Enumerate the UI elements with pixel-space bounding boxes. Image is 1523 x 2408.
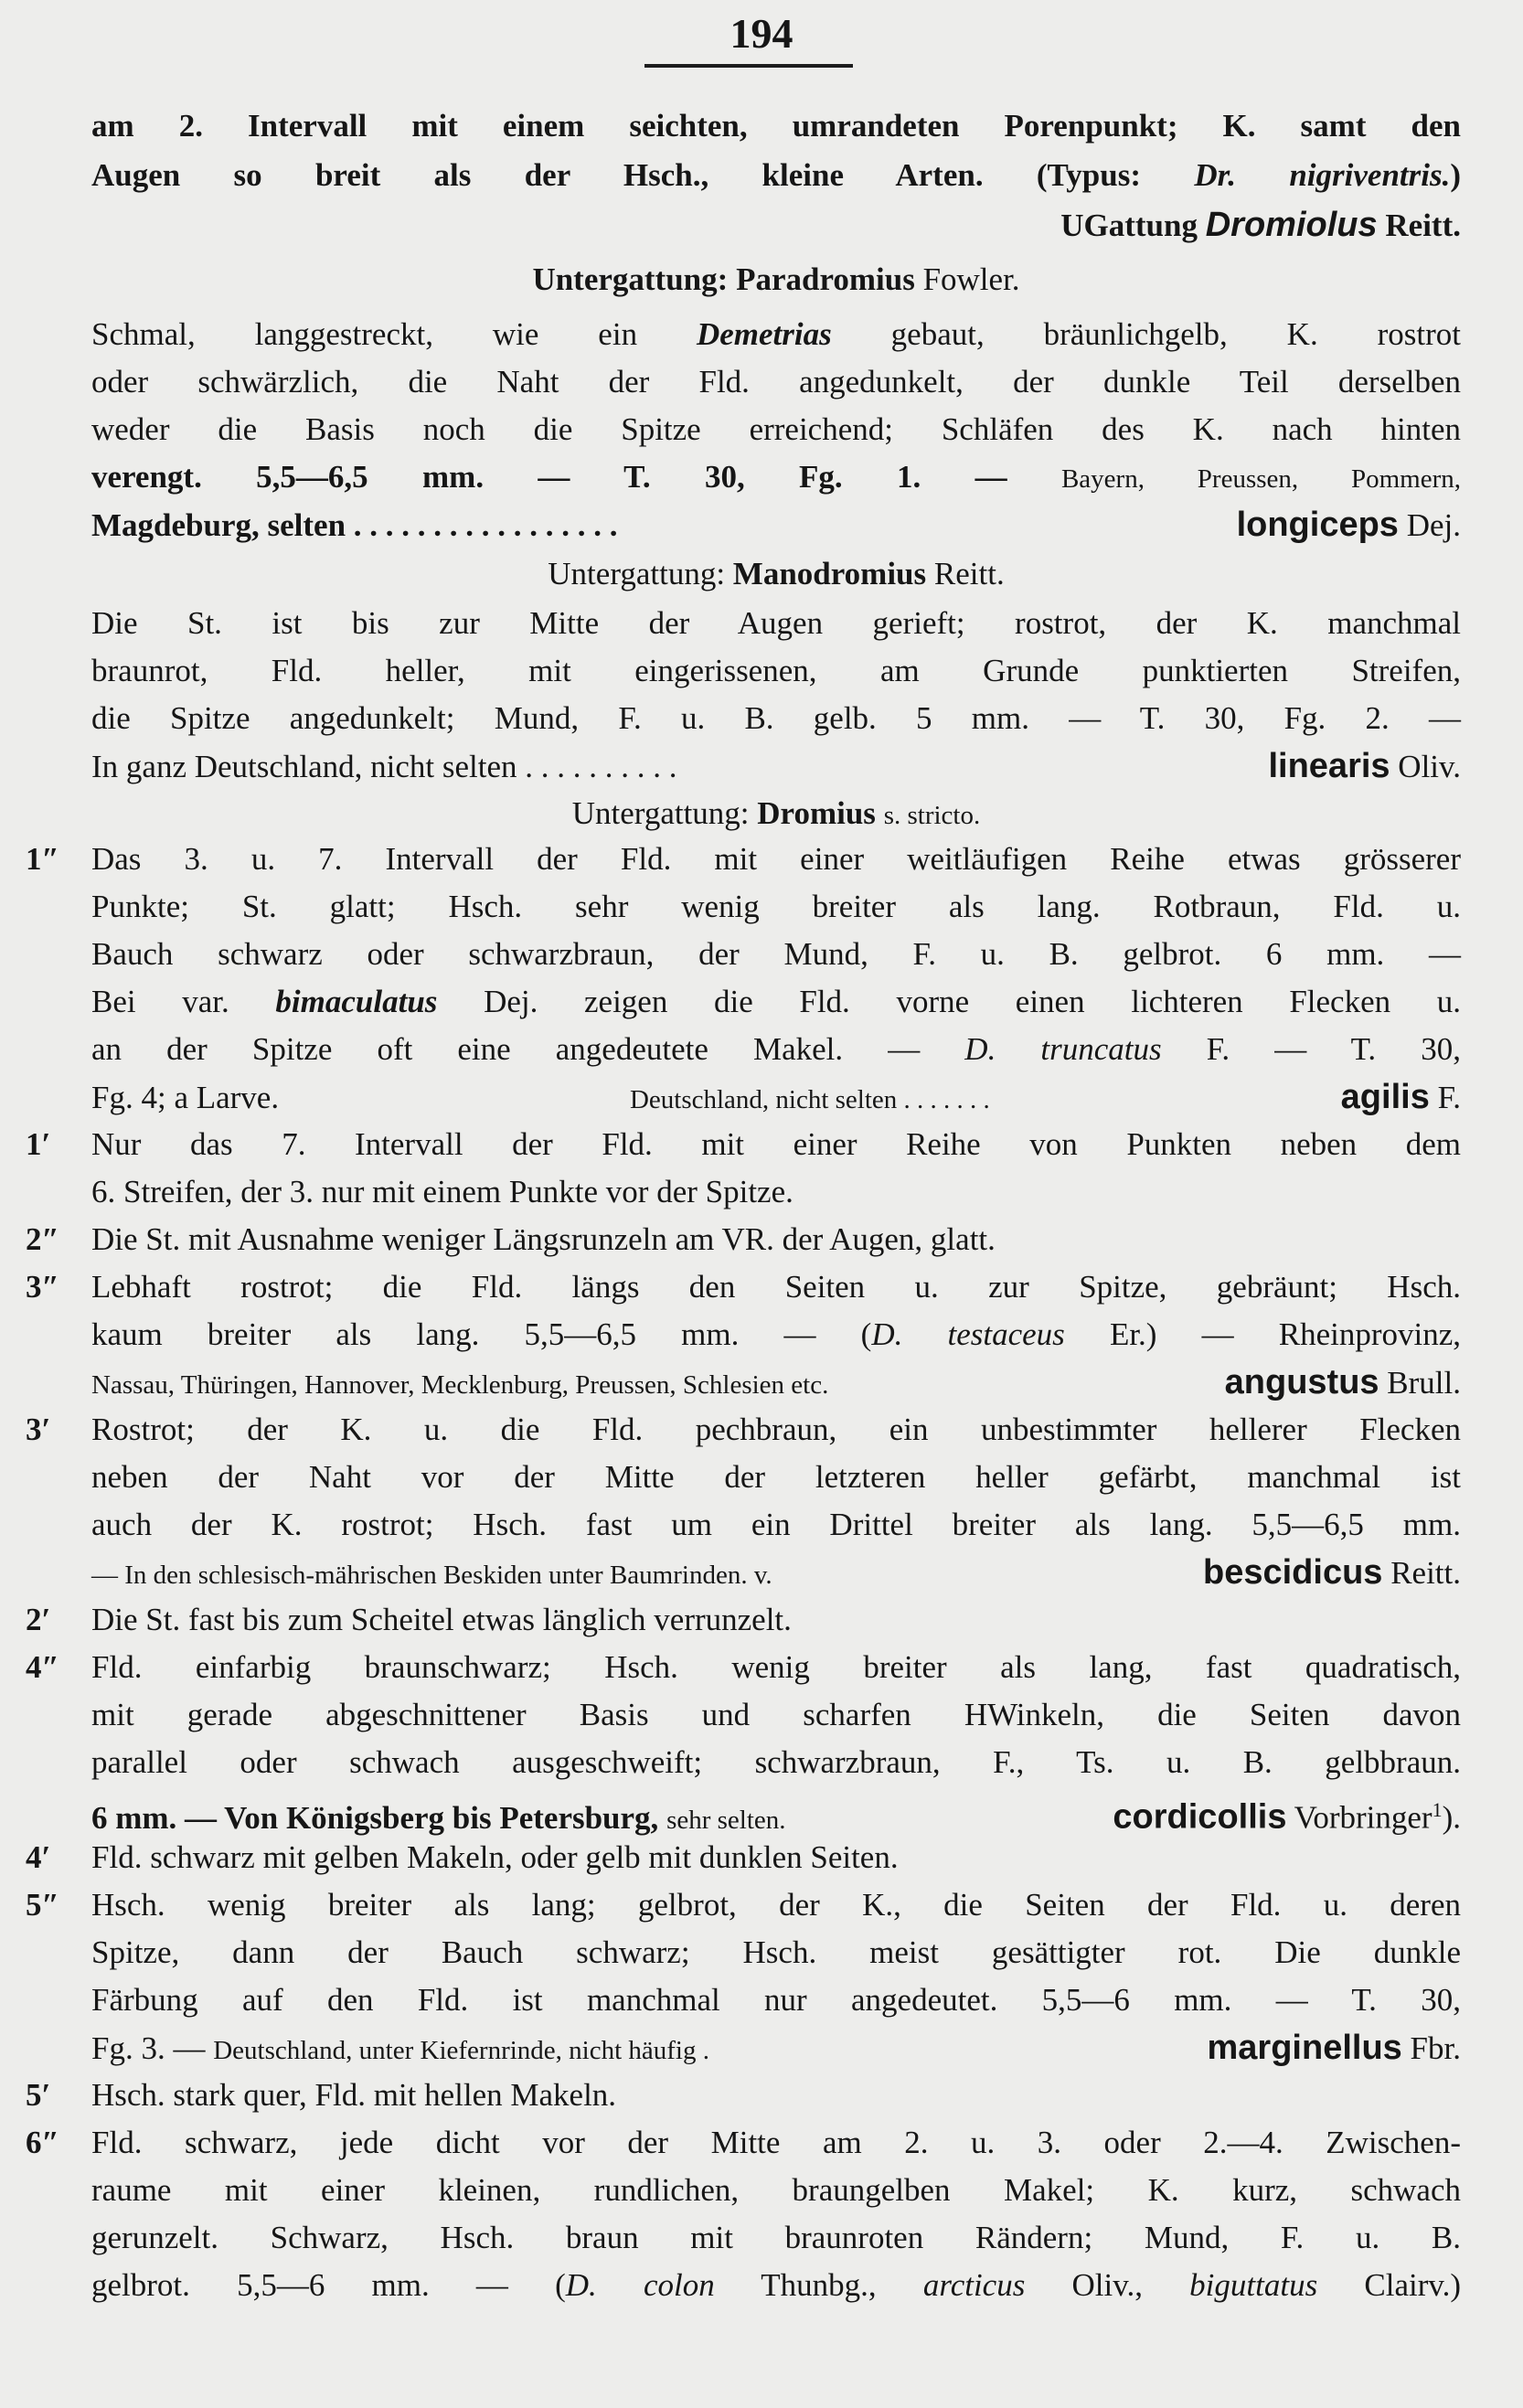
line-text: Bauch schwarz oder schwarzbraun, der Mund, F. u. B. gelbrot. 6 mm. — [91, 936, 1461, 972]
text-line [91, 978, 1461, 1026]
line-text: braunrot, Fld. heller, mit eingerissenen, am Grunde punktierten Streifen, [91, 653, 1461, 688]
line-text: Magdeburg, selten . . . . . . . . . . . . . . . . . [91, 507, 618, 543]
key-number: 5′ [26, 2077, 51, 2113]
author: Reitt. [1390, 1555, 1461, 1591]
line-text: Färbung auf den Fld. ist manchmal nur angedeutet. 5,5—6 mm. — T. 30, [91, 1982, 1461, 2018]
line-text: Punkte; St. glatt; Hsch. sehr wenig breiter als lang. Rotbraun, Fld. u. [91, 889, 1461, 924]
synonym: arcticus [922, 2267, 1026, 2303]
species-name: marginellus [1207, 2029, 1402, 2067]
locality: Deutschland, unter Kiefernrinde, nicht häufig . [213, 2036, 709, 2065]
header-rule [644, 64, 853, 68]
author: Fbr. [1410, 2030, 1461, 2066]
line-text: gerunzelt. Schwarz, Hsch. braun mit braunroten Rändern; Mund, F. u. B. [91, 2220, 1461, 2255]
text-line [91, 406, 1461, 453]
species-name: bescidicus [1203, 1553, 1383, 1592]
line-text: am 2. Intervall mit einem seichten, umrandeten Porenpunkt; K. samt den [91, 108, 1461, 144]
locality: Nassau, Thüringen, Hannover, Mecklenburg, Preussen, Schlesien etc. [91, 1370, 829, 1400]
line-text: Fld. schwarz mit gelben Makeln, oder gelb mit dunklen Seiten. [91, 1839, 899, 1875]
text-line [91, 1168, 1461, 1216]
species-name: angustus [1224, 1363, 1379, 1401]
text-line [91, 1121, 1461, 1168]
text-line [91, 695, 1461, 742]
line-text: Fg. 3. — [91, 2030, 206, 2066]
line-text: an der Spitze oft eine angedeutete Makel. — [91, 1031, 921, 1067]
species-line [91, 1358, 1461, 1406]
species-name: longiceps [1236, 506, 1399, 544]
variety-name: bimaculatus [275, 984, 438, 1019]
line-text: Die St. mit Ausnahme weniger Längsrunzeln am VR. der Augen, glatt. [91, 1221, 996, 1257]
line-text: Oliv., [1071, 2267, 1143, 2303]
text-line [91, 152, 1461, 199]
key-number: 3′ [26, 1412, 51, 1447]
author: s. stricto. [883, 801, 981, 830]
line-text: gebaut, bräunlichgelb, K. rostrot [890, 316, 1461, 352]
key-number: 1″ [26, 841, 59, 877]
line-text: Fg. 4; a Larve. [91, 1080, 280, 1115]
species-line [91, 1073, 1461, 1121]
line-text: Bei var. [91, 984, 229, 1019]
species-name: linearis [1268, 747, 1390, 785]
line-text: Dej. zeigen die Fld. vorne einen lichteren Flecken u. [484, 984, 1462, 1019]
species-name: agilis [1340, 1078, 1430, 1116]
species-line [91, 1786, 1461, 1837]
line-text: ). [1442, 1799, 1461, 1836]
key-number: 4″ [26, 1649, 59, 1685]
text-line [91, 600, 1461, 647]
line-text: Schmal, langgestreckt, wie ein [91, 316, 638, 352]
key-number: 4′ [26, 1839, 51, 1875]
line-text: verengt. 5,5—6,5 mm. — T. 30, Fg. 1. — [91, 459, 1007, 495]
text-line [91, 1644, 1461, 1691]
text-line [91, 1739, 1461, 1786]
line-text: neben der Naht vor der Mitte der letzteren heller gefärbt, manchmal ist [91, 1459, 1461, 1495]
species-name: cordicollis [1113, 1797, 1287, 1837]
synonym: D. colon [565, 2267, 715, 2303]
text-line [91, 1929, 1461, 1976]
subgenus-heading [91, 790, 1461, 837]
line-text: Hsch. stark quer, Fld. mit hellen Makeln. [91, 2077, 617, 2113]
subgenus-name: Manodromius [732, 556, 927, 591]
key-number: 1′ [26, 1126, 51, 1162]
synonym: D. truncatus [964, 1031, 1162, 1067]
line-text: Lebhaft rostrot; die Fld. längs den Seiten u. zur Spitze, gebräunt; Hsch. [91, 1269, 1461, 1305]
footnote-marker: 1 [1432, 1798, 1443, 1821]
subgenus-line [91, 201, 1461, 249]
heading-label: Untergattung: [532, 261, 729, 297]
line-text: Er.) — Rheinprovinz, [1109, 1316, 1461, 1352]
line-text: raume mit einer kleinen, rundlichen, braungelben Makel; K. kurz, schwach [91, 2172, 1461, 2208]
text-line [91, 1976, 1461, 2024]
text-line [91, 1263, 1461, 1311]
line-text: Nur das 7. Intervall der Fld. mit einer Reihe von Punkten neben dem [91, 1126, 1461, 1162]
text-line [91, 647, 1461, 695]
line-text: ) [1450, 157, 1462, 193]
line-text: Fld. schwarz, jede dicht vor der Mitte am 2. u. 3. oder 2.—4. Zwischen- [91, 2125, 1461, 2160]
text-line [91, 2167, 1461, 2214]
text-line [91, 2214, 1461, 2262]
line-text: UGattung [1060, 208, 1198, 243]
author: Brull. [1387, 1365, 1461, 1401]
author: Reitt. [933, 556, 1005, 591]
line-text: In ganz Deutschland, nicht selten . . . . . . . . . . [91, 749, 677, 784]
line-text: kaum breiter als lang. 5,5—6,5 mm. — ( [91, 1316, 872, 1352]
text-line [91, 2262, 1461, 2309]
line-text: gelbrot. 5,5—6 mm. — ( [91, 2267, 566, 2303]
text-line [91, 1406, 1461, 1454]
line-text: F. — T. 30, [1206, 1031, 1461, 1067]
text-line [91, 1691, 1461, 1739]
type-species: Dr. nigriventris. [1194, 157, 1451, 193]
text-line [91, 931, 1461, 978]
subgenus-heading [91, 550, 1461, 598]
line-text: Thunbg., [761, 2267, 877, 2303]
subgenus-name: Paradromius [736, 261, 915, 297]
key-number: 2″ [26, 1221, 59, 1257]
text-line [91, 836, 1461, 883]
author: Fowler. [922, 261, 1020, 297]
key-number: 2′ [26, 1602, 51, 1637]
page-number: 194 [730, 10, 793, 57]
author: F. [1437, 1080, 1461, 1115]
locality: Bayern, Preussen, Pommern, [1060, 464, 1461, 494]
text-line [91, 102, 1461, 150]
line-text: Die St. ist bis zur Mitte der Augen gerieft; rostrot, der K. manchmal [91, 605, 1461, 641]
subgenus-name: Dromius [757, 795, 876, 831]
text-line [91, 2119, 1461, 2167]
rarity: sehr selten. [666, 1805, 786, 1835]
line-text: Die St. fast bis zum Scheitel etwas länglich verrunzelt. [91, 1602, 792, 1637]
locality: — In den schlesisch-mährischen Beskiden unter Baumrinden. v. [91, 1561, 772, 1590]
line-text: Rostrot; der K. u. die Fld. pechbraun, ein unbestimmter hellerer Flecken [91, 1412, 1461, 1447]
text-line [91, 1834, 1461, 1881]
text-line [91, 1216, 1461, 1263]
line-text: die Spitze angedunkelt; Mund, F. u. B. gelb. 5 mm. — T. 30, Fg. 2. — [91, 700, 1461, 736]
text-line [91, 1596, 1461, 1644]
line-text: mit gerade abgeschnittener Basis und scharfen HWinkeln, die Seiten davon [91, 1697, 1461, 1732]
text-line [91, 1501, 1461, 1549]
author: Dej. [1406, 507, 1461, 543]
author: Reitt. [1385, 208, 1461, 243]
synonym: biguttatus [1189, 2267, 1318, 2303]
author: Vorbringer [1294, 1799, 1432, 1836]
line-text: Clairv.) [1364, 2267, 1462, 2303]
text-line [91, 1881, 1461, 1929]
text-line [91, 2072, 1461, 2119]
text-line [91, 311, 1461, 358]
line-text: parallel oder schwach ausgeschweift; schwarzbraun, F., Ts. u. B. gelbbraun. [91, 1744, 1461, 1780]
species-line [91, 742, 1461, 790]
line-text: 6. Streifen, der 3. nur mit einem Punkte vor der Spitze. [91, 1174, 793, 1209]
line-text: oder schwärzlich, die Naht der Fld. angedunkelt, der dunkle Teil derselben [91, 364, 1461, 400]
heading-label: Untergattung: [571, 795, 750, 831]
line-text: Augen so breit als der Hsch., kleine Arten. (Typus: [91, 157, 1142, 193]
line-text: Hsch. wenig breiter als lang; gelbrot, der K., die Seiten der Fld. u. deren [91, 1887, 1461, 1923]
author: Oliv. [1398, 749, 1461, 784]
text-line [91, 883, 1461, 931]
key-number: 3″ [26, 1269, 59, 1305]
subgenus-heading [91, 256, 1461, 304]
text-line [91, 358, 1461, 406]
synonym: D. testaceus [871, 1316, 1065, 1352]
species-line [91, 2024, 1461, 2072]
line-text: Fld. einfarbig braunschwarz; Hsch. wenig breiter als lang, fast quadratisch, [91, 1649, 1461, 1685]
subgenus-name: Dromiolus [1205, 206, 1378, 244]
key-number: 6″ [26, 2125, 59, 2160]
line-text: 6 mm. — Von Königsberg bis Petersburg, [91, 1799, 659, 1836]
line-text: weder die Basis noch die Spitze erreichend; Schläfen des K. nach hinten [91, 411, 1461, 447]
key-number: 5″ [26, 1887, 59, 1923]
text-line [91, 1311, 1461, 1358]
locality: Deutschland, nicht selten . . . . . . . [629, 1085, 990, 1114]
text-line [91, 453, 1461, 501]
line-text: Spitze, dann der Bauch schwarz; Hsch. meist gesättigter rot. Die dunkle [91, 1934, 1461, 1970]
line-text: auch der K. rostrot; Hsch. fast um ein Drittel breiter als lang. 5,5—6,5 mm. [91, 1507, 1461, 1542]
species-line [91, 1549, 1461, 1596]
species-line [91, 501, 1461, 549]
line-text: Das 3. u. 7. Intervall der Fld. mit einer weitläufigen Reihe etwas grösserer [91, 841, 1461, 877]
genus-name: Demetrias [696, 316, 832, 352]
text-line [91, 1454, 1461, 1501]
heading-label: Untergattung: [548, 556, 726, 591]
text-line [91, 1026, 1461, 1073]
